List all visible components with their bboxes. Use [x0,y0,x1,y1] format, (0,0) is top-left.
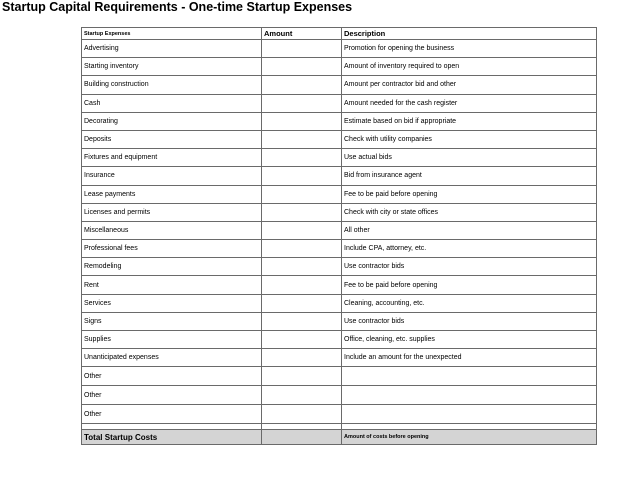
amount-cell[interactable] [262,294,342,312]
amount-cell[interactable] [262,76,342,94]
description-cell [342,386,597,405]
startup-expenses-table [81,27,597,445]
amount-cell[interactable] [262,40,342,58]
expense-cell: Rent [82,276,262,294]
description-cell: Use actual bids [342,149,597,167]
header-amount: Amount [262,28,342,40]
description-cell: Use contractor bids [342,312,597,330]
table-row [82,149,597,167]
description-cell [342,405,597,424]
amount-cell[interactable] [262,258,342,276]
expense-cell: Professional fees [82,240,262,258]
expense-cell: Building construction [82,76,262,94]
table-row [82,312,597,330]
description-cell: Include CPA, attorney, etc. [342,240,597,258]
description-cell: Use contractor bids [342,258,597,276]
amount-cell[interactable] [262,185,342,203]
amount-cell[interactable] [262,167,342,185]
expense-cell: Signs [82,312,262,330]
table-row [82,367,597,386]
description-cell: Fee to be paid before opening [342,185,597,203]
amount-cell[interactable] [262,221,342,239]
table-row [82,240,597,258]
amount-cell[interactable] [262,331,342,349]
expense-cell: Fixtures and equipment [82,149,262,167]
table-row [82,58,597,76]
description-cell: Estimate based on bid if appropriate [342,112,597,130]
table-row [82,94,597,112]
header-description: Description [342,28,597,40]
table-body [82,40,597,424]
description-cell: Include an amount for the unexpected [342,349,597,367]
description-cell: Check with utility companies [342,130,597,148]
expense-cell: Miscellaneous [82,221,262,239]
expense-cell: Deposits [82,130,262,148]
expense-cell: Starting inventory [82,58,262,76]
description-cell: Amount of inventory required to open [342,58,597,76]
table-row [82,112,597,130]
table-row [82,331,597,349]
expense-cell: Insurance [82,167,262,185]
total-amount-cell[interactable] [262,430,342,445]
table-row [82,349,597,367]
table-row [82,276,597,294]
header-expenses: Startup Expenses [82,28,262,40]
expense-cell: Unanticipated expenses [82,349,262,367]
description-cell: Promotion for opening the business [342,40,597,58]
expense-cell: Licenses and permits [82,203,262,221]
amount-cell[interactable] [262,276,342,294]
amount-cell[interactable] [262,240,342,258]
total-label: Total Startup Costs [82,430,262,445]
amount-cell[interactable] [262,312,342,330]
amount-cell[interactable] [262,386,342,405]
table-row [82,130,597,148]
description-cell: Amount needed for the cash register [342,94,597,112]
description-cell: Cleaning, accounting, etc. [342,294,597,312]
expense-cell: Advertising [82,40,262,58]
table-row [82,167,597,185]
amount-cell[interactable] [262,130,342,148]
amount-cell[interactable] [262,349,342,367]
description-cell: Check with city or state offices [342,203,597,221]
expense-cell: Other [82,405,262,424]
table-row [82,294,597,312]
page-title: Startup Capital Requirements - One-time Startup Expenses [2,0,353,14]
expense-cell: Supplies [82,331,262,349]
expense-cell: Services [82,294,262,312]
expense-cell: Other [82,386,262,405]
expense-cell: Cash [82,94,262,112]
amount-cell[interactable] [262,112,342,130]
total-row [82,430,597,445]
description-cell: Fee to be paid before opening [342,276,597,294]
expense-cell: Remodeling [82,258,262,276]
table-row [82,40,597,58]
description-cell: Office, cleaning, etc. supplies [342,331,597,349]
amount-cell[interactable] [262,58,342,76]
table-row [82,386,597,405]
description-cell: Amount per contractor bid and other [342,76,597,94]
amount-cell[interactable] [262,405,342,424]
expense-cell: Other [82,367,262,386]
amount-cell[interactable] [262,149,342,167]
expense-cell: Decorating [82,112,262,130]
description-cell: All other [342,221,597,239]
table-row [82,405,597,424]
table-row [82,76,597,94]
description-cell: Bid from insurance agent [342,167,597,185]
table-header-row [82,28,597,40]
table-row [82,185,597,203]
table-row [82,221,597,239]
total-description: Amount of costs before opening [342,430,597,445]
description-cell [342,367,597,386]
amount-cell[interactable] [262,94,342,112]
table-row [82,203,597,221]
amount-cell[interactable] [262,203,342,221]
amount-cell[interactable] [262,367,342,386]
table-row [82,258,597,276]
expense-cell: Lease payments [82,185,262,203]
